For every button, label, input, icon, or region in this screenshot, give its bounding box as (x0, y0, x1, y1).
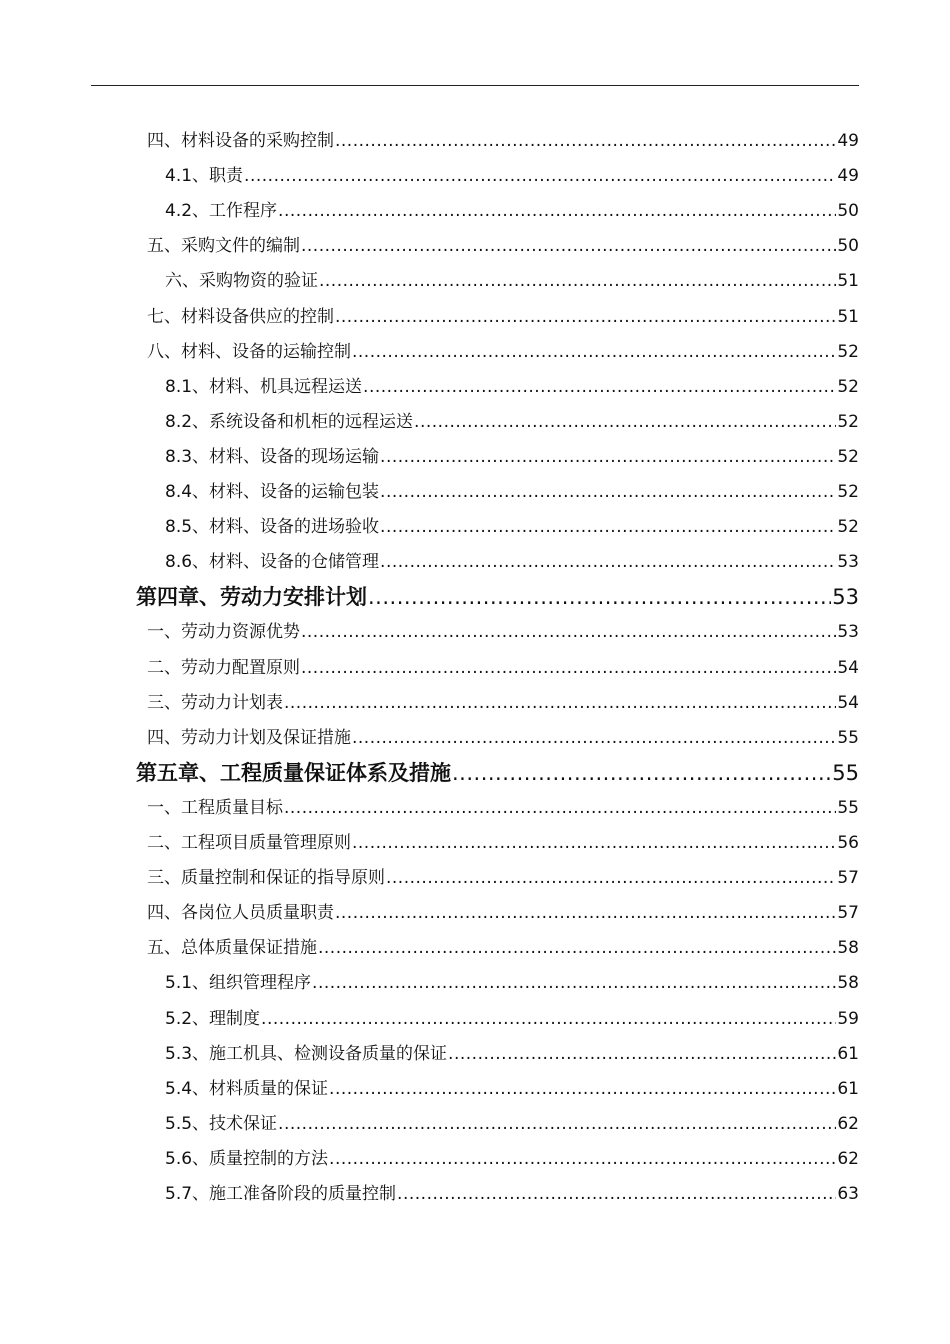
toc-entry-label: 二、劳动力配置原则 (147, 657, 300, 678)
toc-dot-leader (448, 1037, 836, 1072)
toc-entry-label: 4.1、职责 (165, 166, 244, 187)
toc-page-number: 51 (837, 306, 859, 327)
toc-entry[interactable] (165, 440, 859, 475)
toc-entry-label: 8.3、材料、设备的现场运输 (165, 446, 380, 467)
toc-entry-label: 5.1、组织管理程序 (165, 973, 312, 994)
toc-dot-leader (244, 159, 836, 194)
toc-dot-leader (329, 1072, 836, 1107)
toc-dot-leader (278, 194, 836, 229)
toc-dot-leader (301, 615, 836, 650)
toc-page-number: 55 (832, 760, 859, 785)
toc-dot-leader (352, 721, 836, 756)
toc-dot-leader (284, 791, 836, 826)
toc-entry[interactable] (147, 300, 859, 335)
toc-entry-label: 5.6、质量控制的方法 (165, 1148, 329, 1169)
toc-entry[interactable] (147, 686, 859, 721)
toc-dot-leader (363, 370, 836, 405)
toc-entry-label: 5.7、施工准备阶段的质量控制 (165, 1184, 397, 1204)
toc-page-number: 62 (837, 1113, 859, 1134)
toc-page-number: 49 (837, 131, 859, 151)
toc-page-number: 63 (837, 1184, 859, 1204)
toc-page-number: 52 (837, 517, 859, 538)
toc-dot-leader (380, 440, 836, 475)
toc-entry[interactable] (165, 1072, 859, 1107)
toc-page-number: 53 (837, 622, 859, 643)
toc-entry[interactable] (147, 651, 859, 686)
toc-page-number: 52 (837, 411, 859, 432)
toc-dot-leader (329, 1142, 836, 1177)
toc-entry-label: 8.6、材料、设备的仓储管理 (165, 552, 380, 573)
toc-dot-leader (397, 1177, 836, 1212)
toc-page-number: 52 (837, 376, 859, 397)
toc-chapter-entry[interactable] (136, 580, 859, 615)
toc-entry-label: 六、采购物资的验证 (165, 271, 318, 292)
toc-page-number: 51 (837, 271, 859, 292)
toc-page-number: 62 (837, 1148, 859, 1169)
toc-page-number: 50 (837, 201, 859, 222)
toc-entry-label: 第五章、工程质量保证体系及措施 (136, 760, 451, 785)
toc-dot-leader (335, 896, 836, 931)
toc-entry-label: 8.4、材料、设备的运输包装 (165, 482, 380, 502)
toc-dot-leader (319, 264, 836, 299)
toc-entry[interactable] (147, 931, 859, 966)
toc-entry[interactable] (165, 475, 859, 510)
toc-entry-label: 8.5、材料、设备的进场验收 (165, 517, 380, 538)
toc-page-number: 58 (837, 973, 859, 994)
toc-page-number: 49 (837, 166, 859, 187)
toc-dot-leader (380, 545, 836, 580)
toc-dot-leader (380, 510, 836, 545)
toc-entry[interactable] (165, 405, 859, 440)
toc-entry-label: 五、总体质量保证措施 (147, 938, 317, 959)
toc-entry[interactable] (147, 826, 859, 861)
toc-dot-leader (452, 756, 831, 791)
toc-entry[interactable] (147, 861, 859, 896)
toc-entry[interactable] (147, 721, 859, 756)
toc-page-number: 61 (837, 1078, 859, 1099)
toc-entry[interactable] (165, 1107, 859, 1142)
toc-dot-leader (301, 229, 836, 264)
toc-page-number: 53 (832, 585, 859, 610)
toc-entry-label: 5.3、施工机具、检测设备质量的保证 (165, 1043, 448, 1064)
toc-page-number: 56 (837, 833, 859, 853)
toc-dot-leader (368, 580, 831, 615)
toc-page-number: 54 (837, 657, 859, 678)
toc-entry[interactable] (165, 1142, 859, 1177)
toc-entry[interactable] (165, 545, 859, 580)
toc-entry-label: 4.2、工作程序 (165, 201, 278, 222)
toc-entry[interactable] (147, 791, 859, 826)
toc-dot-leader (312, 966, 836, 1001)
toc-entry-label: 四、劳动力计划及保证措施 (147, 727, 351, 748)
toc-page-number: 52 (837, 482, 859, 502)
toc-entry[interactable] (147, 124, 859, 159)
toc-page-number: 50 (837, 236, 859, 257)
toc-dot-leader (352, 335, 836, 370)
toc-entry-label: 5.4、材料质量的保证 (165, 1078, 329, 1099)
toc-page-number: 61 (837, 1043, 859, 1064)
toc-page-number: 59 (837, 1008, 859, 1029)
toc-entry-label: 三、质量控制和保证的指导原则 (147, 868, 385, 889)
toc-entry[interactable] (165, 159, 859, 194)
toc-page-number: 54 (837, 692, 859, 713)
toc-entry[interactable] (147, 335, 859, 370)
toc-dot-leader (301, 651, 836, 686)
toc-entry[interactable] (147, 229, 859, 264)
toc-dot-leader (414, 405, 836, 440)
toc-page-number: 52 (837, 341, 859, 362)
toc-entry-label: 8.1、材料、机具远程运送 (165, 376, 363, 397)
toc-entry[interactable] (147, 896, 859, 931)
toc-entry-label: 一、工程质量目标 (147, 797, 283, 818)
toc-dot-leader (284, 686, 836, 721)
toc-entry-label: 5.5、技术保证 (165, 1113, 278, 1134)
toc-entry-label: 七、材料设备供应的控制 (147, 306, 334, 327)
toc-entry-label: 5.2、理制度 (165, 1008, 261, 1029)
toc-entry-label: 二、工程项目质量管理原则 (147, 833, 351, 853)
toc-entry[interactable] (165, 264, 859, 299)
toc-entry-label: 五、采购文件的编制 (147, 236, 300, 257)
toc-page-number: 52 (837, 446, 859, 467)
toc-page-number: 57 (837, 868, 859, 889)
toc-entry-label: 一、劳动力资源优势 (147, 622, 300, 643)
toc-entry[interactable] (147, 615, 859, 650)
toc-dot-leader (352, 826, 836, 861)
toc-dot-leader (261, 1002, 836, 1037)
toc-dot-leader (278, 1107, 836, 1142)
header-rule (91, 85, 859, 86)
toc-dot-leader (386, 861, 836, 896)
toc-entry[interactable] (165, 1002, 859, 1037)
toc-entry-label: 八、材料、设备的运输控制 (147, 341, 351, 362)
toc-entry[interactable] (165, 1177, 859, 1212)
toc-page-number: 58 (837, 938, 859, 959)
toc-chapter-entry[interactable] (136, 756, 859, 791)
toc-entry-label: 四、材料设备的采购控制 (147, 131, 334, 151)
toc-entry[interactable] (165, 510, 859, 545)
toc-entry-label: 第四章、劳动力安排计划 (136, 585, 367, 610)
toc-entry-label: 四、各岗位人员质量职责 (147, 903, 334, 924)
toc-entry-label: 三、劳动力计划表 (147, 692, 283, 713)
toc-dot-leader (318, 931, 836, 966)
toc-entry-label: 8.2、系统设备和机柜的远程运送 (165, 411, 414, 432)
toc-entry[interactable] (165, 370, 859, 405)
toc-dot-leader (335, 300, 836, 335)
toc-page-number: 57 (837, 903, 859, 924)
toc-page-number: 55 (837, 727, 859, 748)
toc-page-number: 53 (837, 552, 859, 573)
toc-entry[interactable] (165, 1037, 859, 1072)
toc-entry[interactable] (165, 194, 859, 229)
toc-dot-leader (335, 124, 836, 159)
toc-page-number: 55 (837, 797, 859, 818)
toc-dot-leader (380, 475, 836, 510)
toc-entry[interactable] (165, 966, 859, 1001)
